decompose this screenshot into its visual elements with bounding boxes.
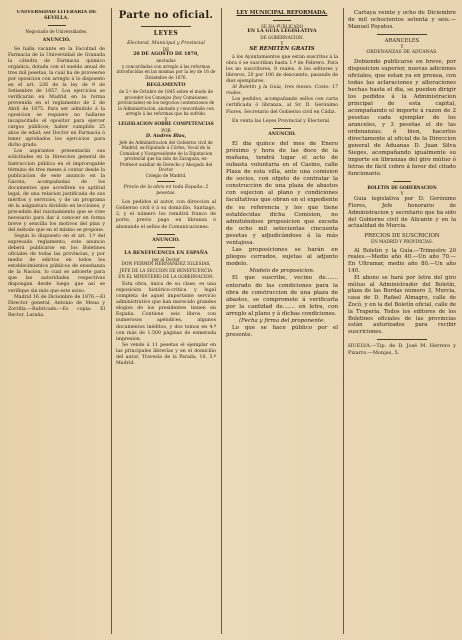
column4-top — [348, 10, 456, 31]
signature-paragraph: Madrid 16 de Diciembre de 1876.—El Director general, Antonio de Mena y Zorrilla.—Rubricado.—Es copia: El Rector, Laraña. — [8, 294, 105, 318]
beneficencia-author: DON FERMIN HERNANDEZ IGLESIAS, — [121, 262, 211, 268]
anuncio-label: ANUNCIO. — [268, 131, 296, 137]
laws-description: y concordadas con arreglo á las reformas introducidas en las mismas por la ley de 16 de Diciembre de 1876. — [116, 63, 216, 80]
separator — [48, 25, 66, 26]
guia-legislativa-line: EN LA GUIA LEGISLATIVA — [247, 29, 317, 34]
beneficencia-por: por el Doctor — [151, 256, 181, 262]
column-divider — [221, 8, 222, 634]
y-line: Y — [280, 40, 284, 46]
legislacion-heading: LEGISLACION SOBRE COMPETENCIAS — [118, 122, 214, 128]
subasta-paragraph-2: Las proposiciones se harán en pliegos cerrados, sujetas al adjunto modelo. — [226, 247, 338, 268]
subasta-block — [226, 141, 338, 340]
column-3 — [226, 10, 338, 634]
author-title: Doctor — [158, 167, 174, 173]
beneficencia-sale: Se vende á 11 pesetas el ejemplar en las principales librerías y en el domicilio del autor, Travesía de la Parada, 10, 3.º Madrid. — [116, 342, 216, 366]
aranceles-block — [348, 59, 456, 178]
aranceles-paragraph: Debiendo publicarse en breve, por disposicion superior, nuevas adiciones oficiales, que estan ya en prensa, con todas las aclaraciones y alteraciones hechas hasta el dia, se pueden dirigir los pedidos á la Administracion principal de esta capital, acompañando el importe á razon de 2 pesetas cada ejemplar de los aranceles, y 3 pesetas el de las ordenanzas; ó bien, hacerlos directamente al oficial de la Direccion general de Aduanas D. Juan Silva Sieges, acompañando igualmente su importe en libranzas del giro mútuo ó letras de fácil cobro á favor del citado funcionario. — [348, 58, 456, 177]
boletin-paragraph: Al Boletín y la Guía, tres meses. Costo: 17 reales. — [226, 85, 338, 97]
boletin-heading: BOLETIN DE GOBERNACION — [367, 184, 437, 190]
reglamento-heading: REGLAMENTO — [146, 83, 186, 89]
por-line: POR — [161, 128, 171, 134]
separator — [393, 181, 411, 182]
university-heading-city: SEVILLA. — [44, 16, 69, 22]
precios-block — [348, 248, 456, 336]
body-paragraph: Segun lo dispuesto en el art. 1.º del expresado reglamento, este anuncio deberá publicarse en los Boletines oficiales de todas las provincias, y por medio de edictos en todos los establecimientos públicos de enseñanza de la Nacion, lo cual se advierte para que las autoridades respectivas dispongan desde luego que así se verifique sin más que este aviso. — [8, 234, 105, 294]
column-divider — [111, 8, 112, 634]
author-name: D. Andrés Blas, — [145, 133, 187, 139]
negociado-line: Negociado de Universidades. — [25, 29, 88, 35]
cartaya-paragraph: Cartaya veinte y ocho de Diciembre de mil ochocientos setenta y seis.—Manuel Poyatos. — [348, 10, 456, 30]
precios-heading: PRECIOS DE SUSCRICION — [364, 233, 440, 240]
laws-anotadas: anotadas — [156, 58, 176, 64]
separator — [141, 26, 191, 27]
aranceles-y: Y — [400, 44, 404, 50]
laws-de: DE — [162, 46, 170, 52]
pedidos-paragraph: Los pedidos, acompañando sellos con carta certificada ó libranza, al Sr. D. Gerónimo Flores, Secretario del Gobierno civil en Cádiz. — [226, 97, 338, 115]
separator — [377, 34, 427, 35]
order-paragraph: Los pedidos al autor, con direccion al Gobierno civil ó á su domicilio, Santiago, 2, y el número los remitirá franco de porte, previo pago en libranza ó abonando el sellos de Comunicaciones. — [116, 200, 216, 230]
printer-imprint: HUELVA.—Tip. de D. José M. Herrero y Pizarro.—Monjas, 5. — [348, 343, 456, 356]
body-paragraph: Se halla vacante en la Facultad de Farmacia de la Universidad de Granada la cátedra de Farmacia químico orgánica, dotada con el sueldo anual de tres mil pesetas, la cual ha de proveerse por oposicion con arreglo á lo dispuesto en el art. 226 de la ley de 9 de Setiembre de 1857. Los ejercicios se verificarán en Madrid en la forma prevenida en el reglamento de 2 de Abril de 1875. Para ser admitido á la oposicion se requiere no hallarse incapacitado el opositor para ejercer cargos públicos; haber cumplido 25 años de edad; ser Doctor en Farmacia ó tener aprobados los ejercicios para dicho grado. — [8, 46, 105, 149]
separator — [157, 247, 175, 248]
separator — [157, 234, 175, 235]
beneficencia-paragraph: Esta obra, única de su clase, es una exposicion histórico-crítica y legal completa de aquel importante servicio administrativo que han merecido grandes elogios de los presidentes tienen en España. Contiene seis libros con numerosos apéndices, algunos documentos inéditos, y dos tomos en 4.º con más de 1.500 páginas de esmerada impresion. — [116, 282, 216, 342]
author-description: Jefe de Administracion del Gobierno civil de Madrid, ex-Diputado á Córtes, Vocal de la Comision y Vicepresidente de la Diputacion provincial que ha sido de Zaragoza, ex-Profesor auxiliar de Derecho y Abogado del — [119, 139, 213, 167]
leg-y: Y — [164, 116, 168, 122]
boletin-block — [348, 196, 456, 230]
separator — [273, 20, 291, 21]
closing-line: Lo que se hace público por el presente. — [226, 325, 338, 339]
laws-subtitle: Electoral, Municipal y Provincial — [127, 40, 205, 46]
subasta-paragraph: El dia quince del mes de Enero próximo y hora de las doce de la mañana, tendrá lugar el acto de subasta voluntaria en el Casino, calle Plaza de esta villa, ante una comision de socios, con objeto de contratar la construccion de una plaza de abastos con sujecion al plano y condiciones facultativas que obran en el expediente de su referencia y los que tiene establecidas dicha Comision, no admitiéndose proposicion que exceda de ocho mil setecientas cincuenta pesetas y adjudicándose á la más ventajosa. — [226, 140, 338, 246]
body-paragraph: Los aspirantes presentarán sus solicitudes en la Direccion general de Instruccion pública en el improrogable término de tres meses á contar desde la publicacion de este anuncio en la Gaceta, acompañadas de los documentos que acrediten su aptitud legal, de una relacion justificada de sus méritos y servicios, y de un programa de la asignatura dividido en lecciones, y precedido del razonamiento que se cree necesario para dar á conocer en forma breve y sencilla los motivos del plan y del método que en el mismo se propone. — [8, 149, 105, 234]
separator — [273, 128, 291, 129]
remiten-gratis: SE REMITEN GRATIS — [249, 46, 315, 53]
anuncio-label: ANUNCIO. — [152, 237, 180, 243]
fecha-line: (Fecha y firma del proponente. — [238, 318, 326, 324]
price-line: Precio de la obra en toda España: 2 pesetas. — [123, 185, 209, 197]
university-heading: UNIVERSIDAD LITERARIA DE — [16, 10, 97, 15]
section-title: Parte no oficial. — [118, 10, 214, 21]
remiten-paragraph: á los Ayuntamientos que están suscritos á la obra ó se suscriban hasta 1.º de Febrero. Para los no suscritores, 8 reales. A los editores y libreros, 20 por 100 de descuento, pasando de diez ejemplares. — [226, 55, 338, 85]
modelo-heading: Modelo de proposicion. — [249, 268, 315, 275]
column-1 — [8, 10, 105, 634]
precios-paragraph: Al Boletín y la Guía.—Trimestre 20 reales.—Medio año 40.—Un año 70.—En Ultramar, medio año 80.—Un año 140. — [348, 247, 456, 275]
column-4 — [348, 10, 456, 634]
laws-date: 20 DE AGOSTO DE 1870, — [133, 52, 199, 58]
column-divider — [343, 8, 344, 634]
beneficencia-heading: LA BENEFICENCIA EN ESPAÑA — [124, 250, 208, 256]
anuncio-label: ANUNCIO. — [42, 37, 71, 43]
published-line: SE HA PUBLICADO — [260, 23, 304, 29]
venta-paragraph: En venta las Leyes Provincial y Electoral. — [232, 118, 331, 124]
author-college: Colegio de Madrid. — [145, 172, 187, 178]
abono-paragraph: El abono se hará por letra del giro mútuo al Administrador del Boletín, plaza de las Bordas número 3, Murcia, casa de D. Rafael Almagro, calle de Zocó, y en la del Boletín oficial, calle de la Trapería. Todos los editores de los Boletines oficiales de las provincias están autorizados para recibir suscriciones. — [348, 274, 456, 336]
aranceles-subtitle: ORDENANZAS DE ADUANAS. — [366, 49, 438, 55]
column-2 — [116, 10, 216, 634]
boletin-paragraph: Guia legislativa por D. Gerónimo Flores, Jefe honorario de Administracion y secretario que ha sido del Gobierno civil de Alicante y en la actualidad de Murcia. — [348, 196, 456, 230]
aranceles-heading: ARANCELES — [384, 38, 420, 44]
boletin-y: Y — [400, 190, 404, 196]
beneficencia-subtitle: JEFE DE LA SECCION DE BENEFICENCIA EN EL MINISTERIO DE LA GOBERNACION. — [118, 268, 214, 279]
laws-heading: LEYES — [153, 30, 179, 37]
separator — [377, 339, 427, 340]
gobernacion-line: DE GOBERNACION. — [260, 35, 304, 41]
reglamento-description: de 2.º de Octubre de 1845 sobre el modo de proceder los Consejos (hoy Comisiones provinciales) en los negocios contenciosos de la Administracion, anotado y concordado con arreglo á las reformas que ha sufrido. — [117, 89, 215, 117]
separator — [157, 181, 175, 182]
ley-municipal-title: LEY MUNICIPAL REFORMADA. — [236, 10, 328, 16]
modelo-paragraph: El que suscribe, vecino de....... enterado de las condiciones para la obra de construccion de una plaza de abastos, se compromete á verificarla por la cantidad de....... en letra, con arreglo al plano y á dichas condiciones. — [226, 275, 338, 317]
precios-subtitle: EN MADRID Y PROVINCIAS. — [371, 239, 433, 245]
